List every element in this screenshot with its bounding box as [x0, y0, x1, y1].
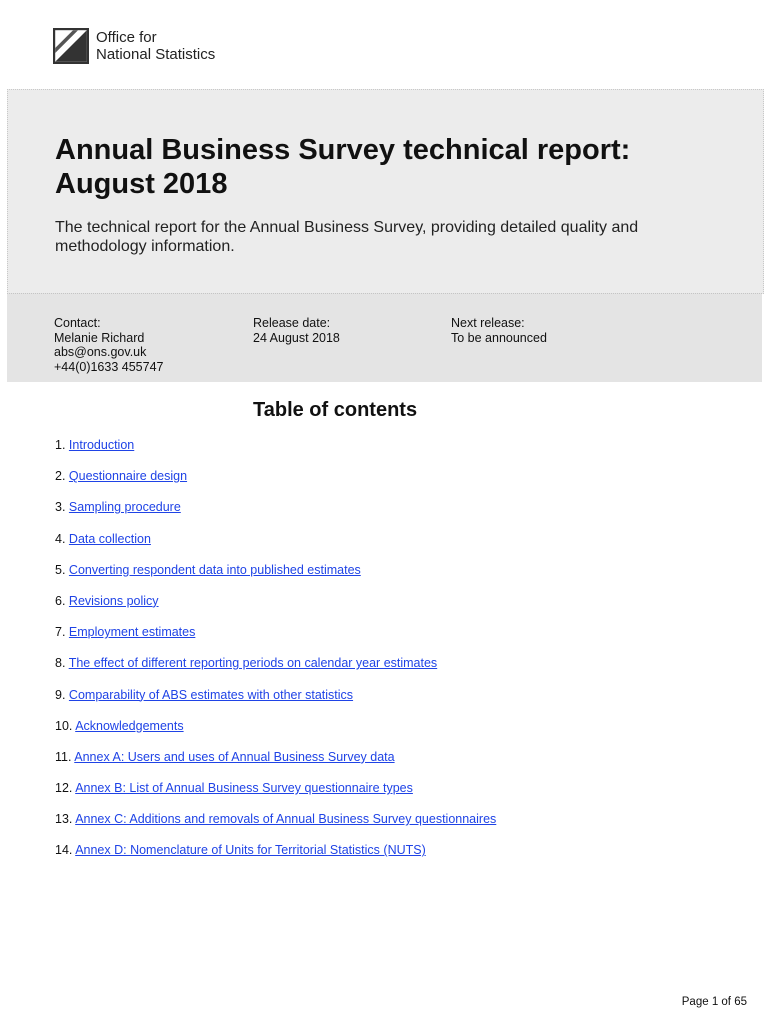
- logo-line-2: National Statistics: [96, 46, 216, 63]
- toc-link-sampling-procedure[interactable]: Sampling procedure: [68, 500, 181, 515]
- page-title: Annual Business Survey technical report: August 2018: [55, 134, 631, 200]
- toc-link-data-collection[interactable]: Data collection: [68, 531, 151, 546]
- toc-item-number: 6.: [55, 593, 66, 608]
- toc-item-number: 3.: [55, 500, 66, 515]
- toc-link-annex-c[interactable]: Annex C: Additions and removals of Annual Business Survey questionnaires: [75, 812, 497, 827]
- toc-link-employment-estimates[interactable]: Employment estimates: [68, 625, 196, 640]
- toc-item-number: 5.: [55, 562, 66, 577]
- toc-item: [55, 843, 496, 874]
- toc-item: [55, 532, 496, 563]
- toc-item-number: 1.: [55, 438, 66, 452]
- toc-item: [55, 438, 496, 469]
- toc-item-number: 13.: [55, 812, 73, 827]
- toc-heading: Table of contents: [253, 399, 418, 421]
- contact-email: abs@ons.gov.uk: [54, 345, 147, 359]
- contact-name: Melanie Richard: [54, 330, 145, 345]
- toc-item: [55, 563, 496, 594]
- contact-phone: +44(0)1633 455747: [54, 359, 164, 374]
- page-number: Page 1 of 65: [681, 996, 747, 1008]
- toc-item-number: 11.: [55, 749, 72, 764]
- toc-link-annex-a[interactable]: Annex A: Users and uses of Annual Business Survey data: [74, 749, 395, 764]
- title-banner: [7, 89, 764, 294]
- table-of-contents: [55, 438, 496, 875]
- toc-link-questionnaire-design[interactable]: Questionnaire design: [68, 469, 188, 484]
- release-date-value: 24 August 2018: [253, 330, 340, 345]
- toc-item-number: 7.: [55, 625, 66, 640]
- toc-item-number: 2.: [55, 469, 66, 484]
- toc-item: [55, 750, 496, 781]
- toc-item-number: 4.: [55, 531, 66, 546]
- release-info-bar: [7, 293, 762, 382]
- toc-item: [55, 594, 496, 625]
- page-subtitle: The technical report for the Annual Business Survey, providing detailed quality and methodology information.: [55, 219, 639, 255]
- logo-line-1: Office for: [96, 29, 157, 46]
- toc-link-annex-b[interactable]: Annex B: List of Annual Business Survey questionnaire types: [75, 781, 413, 796]
- release-date-block: [253, 316, 340, 345]
- toc-item-number: 14.: [55, 843, 73, 858]
- toc-link-comparability[interactable]: Comparability of ABS estimates with other statistics: [68, 687, 354, 702]
- toc-link-reporting-periods[interactable]: The effect of different reporting periods on calendar year estimates: [68, 656, 438, 671]
- toc-item: [55, 812, 496, 843]
- logo-wordmark: [96, 29, 215, 63]
- toc-item-number: 12.: [55, 781, 73, 796]
- release-date-label: Release date:: [253, 316, 331, 330]
- toc-item: [55, 625, 496, 656]
- toc-item: [55, 500, 496, 531]
- toc-item: [55, 781, 496, 812]
- next-release-value: To be announced: [451, 330, 547, 345]
- ons-logo: [53, 28, 215, 64]
- contact-block: [54, 316, 163, 374]
- next-release-block: [451, 316, 547, 345]
- toc-item: [55, 719, 496, 750]
- toc-link-revisions-policy[interactable]: Revisions policy: [68, 593, 159, 608]
- ons-logo-icon: [53, 28, 89, 64]
- next-release-label: Next release:: [451, 316, 525, 330]
- toc-link-converting-respondent-data[interactable]: Converting respondent data into published estimates: [68, 562, 361, 577]
- toc-item-number: 8.: [55, 656, 66, 671]
- toc-item: [55, 688, 496, 719]
- toc-link-annex-d[interactable]: Annex D: Nomenclature of Units for Territorial Statistics (NUTS): [75, 843, 426, 858]
- toc-item-number: 9.: [55, 687, 66, 702]
- toc-link-acknowledgements[interactable]: Acknowledgements: [75, 718, 184, 733]
- toc-item: [55, 656, 496, 687]
- contact-label: Contact:: [54, 316, 101, 330]
- toc-item-number: 10.: [55, 718, 73, 733]
- toc-item: [55, 469, 496, 500]
- toc-link-introduction[interactable]: Introduction: [68, 438, 135, 452]
